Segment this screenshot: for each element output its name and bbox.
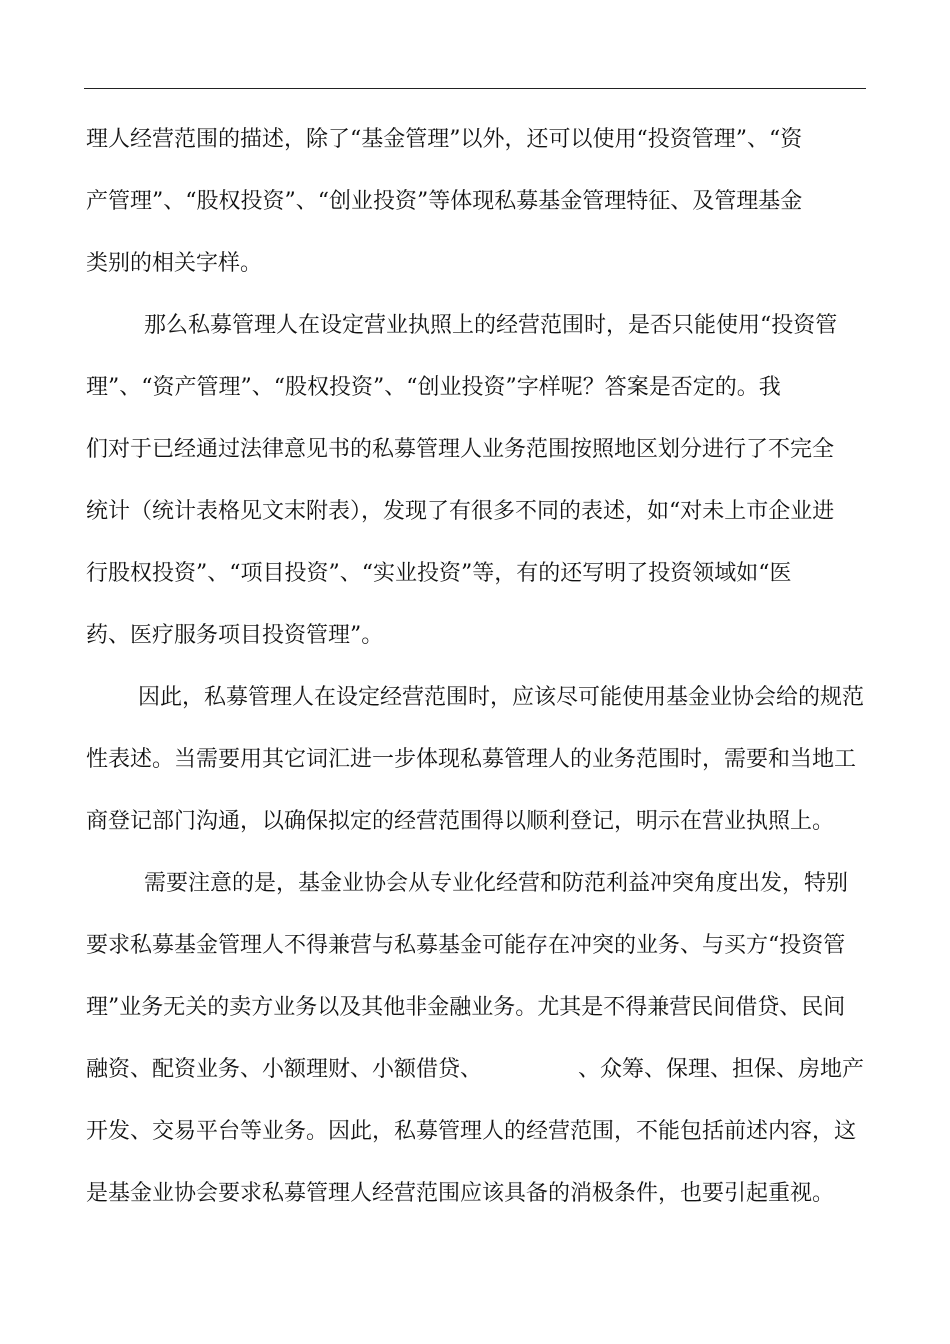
text-line: 产管理”、“股权投资”、“创业投资”等体现私募基金管理特征、及管理基金	[86, 189, 803, 214]
text-line: 药、医疗服务项目投资管理”。	[86, 623, 384, 648]
document-body	[86, 109, 866, 1225]
text-segment: 、众筹、保理、担保、房地产	[578, 1057, 865, 1082]
text-line: 因此，私募管理人在设定经营范围时，应该尽可能使用基金业协会给的规范	[138, 685, 865, 710]
text-line: 要求私募基金管理人不得兼营与私募基金可能存在冲突的业务、与买方“投资管	[86, 933, 846, 958]
text-line: 理人经营范围的描述，除了“基金管理”以外，还可以使用“投资管理”、“资	[86, 127, 803, 152]
text-line: 们对于已经通过法律意见书的私募管理人业务范围按照地区划分进行了不完全	[86, 437, 835, 462]
text-line-with-gap	[86, 1039, 866, 1101]
text-segment: 融资、配资业务、小额理财、小额借贷、	[86, 1057, 483, 1082]
paragraph-4	[86, 853, 866, 1225]
paragraph-1	[86, 109, 866, 295]
header-rule	[84, 88, 866, 89]
text-line: 统计（统计表格见文末附表），发现了有很多不同的表述，如“对未上市企业进	[86, 499, 835, 524]
text-line: 那么私募管理人在设定营业执照上的经营范围时，是否只能使用“投资管	[144, 313, 838, 338]
paragraph-2	[86, 295, 866, 667]
paragraph-3	[86, 667, 866, 853]
text-line: 是基金业协会要求私募管理人经营范围应该具备的消极条件，也要引起重视。	[86, 1181, 835, 1206]
text-line: 理”业务无关的卖方业务以及其他非金融业务。尤其是不得兼营民间借贷、民间	[86, 995, 846, 1020]
text-line: 理”、“资产管理”、“股权投资”、“创业投资”字样呢？答案是否定的。我	[86, 375, 781, 400]
text-line: 行股权投资”、“项目投资”、“实业投资”等，有的还写明了投资领域如“医	[86, 561, 792, 586]
text-line: 性表述。当需要用其它词汇进一步体现私募管理人的业务范围时，需要和当地工	[86, 747, 857, 772]
text-line: 类别的相关字样。	[86, 251, 263, 276]
text-line: 开发、交易平台等业务。因此，私募管理人的经营范围，不能包括前述内容，这	[86, 1119, 857, 1144]
text-line: 商登记部门沟通，以确保拟定的经营范围得以顺利登记，明示在营业执照上。	[86, 809, 835, 834]
text-line: 需要注意的是，基金业协会从专业化经营和防范利益冲突角度出发，特别	[144, 871, 849, 896]
